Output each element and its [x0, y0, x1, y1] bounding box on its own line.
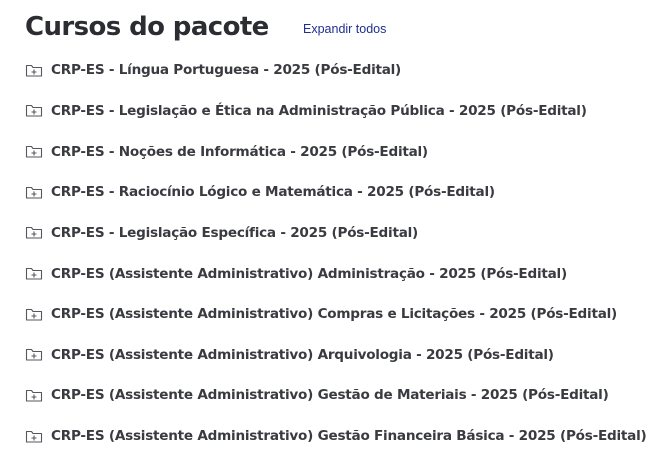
- course-title: CRP-ES - Língua Portuguesa - 2025 (Pós-Edital): [51, 62, 402, 79]
- folder-plus-icon: [25, 428, 43, 444]
- expand-all-link[interactable]: Expandir todos: [303, 22, 387, 36]
- course-title: CRP-ES - Noções de Informática - 2025 (Pós-Edital): [51, 143, 428, 160]
- course-title: CRP-ES (Assistente Administrativo) Arquivologia - 2025 (Pós-Edital): [51, 346, 554, 363]
- section-header: [25, 10, 645, 46]
- course-title: CRP-ES - Legislação Específica - 2025 (Pós-Edital): [51, 224, 418, 241]
- course-title: CRP-ES (Assistente Administrativo) Administração - 2025 (Pós-Edital): [51, 265, 567, 282]
- course-item[interactable]: [25, 416, 650, 454]
- course-title: CRP-ES (Assistente Administrativo) Compras e Licitações - 2025 (Pós-Edital): [51, 306, 617, 323]
- folder-plus-icon: [25, 62, 43, 78]
- course-item[interactable]: [25, 172, 650, 213]
- folder-plus-icon: [25, 225, 43, 241]
- folder-plus-icon: [25, 266, 43, 282]
- folder-plus-icon: [25, 387, 43, 403]
- course-title: CRP-ES (Assistente Administrativo) Gestão Financeira Básica - 2025 (Pós-Edital): [51, 428, 647, 445]
- folder-plus-icon: [25, 103, 43, 119]
- course-title: CRP-ES - Raciocínio Lógico e Matemática - 2025 (Pós-Edital): [51, 184, 495, 201]
- course-item[interactable]: [25, 253, 650, 294]
- course-item[interactable]: [25, 131, 650, 172]
- course-title: CRP-ES (Assistente Administrativo) Gestão de Materiais - 2025 (Pós-Edital): [51, 387, 609, 404]
- course-item[interactable]: [25, 50, 650, 91]
- course-title: CRP-ES - Legislação e Ética na Administração Pública - 2025 (Pós-Edital): [51, 102, 587, 119]
- folder-plus-icon: [25, 306, 43, 322]
- course-item[interactable]: [25, 91, 650, 132]
- course-list: [25, 50, 650, 454]
- course-item[interactable]: [25, 375, 650, 416]
- page-title: Cursos do pacote: [25, 12, 269, 42]
- course-item[interactable]: [25, 213, 650, 254]
- course-item[interactable]: [25, 334, 650, 375]
- course-item[interactable]: [25, 294, 650, 335]
- folder-plus-icon: [25, 144, 43, 160]
- folder-plus-icon: [25, 347, 43, 363]
- folder-plus-icon: [25, 184, 43, 200]
